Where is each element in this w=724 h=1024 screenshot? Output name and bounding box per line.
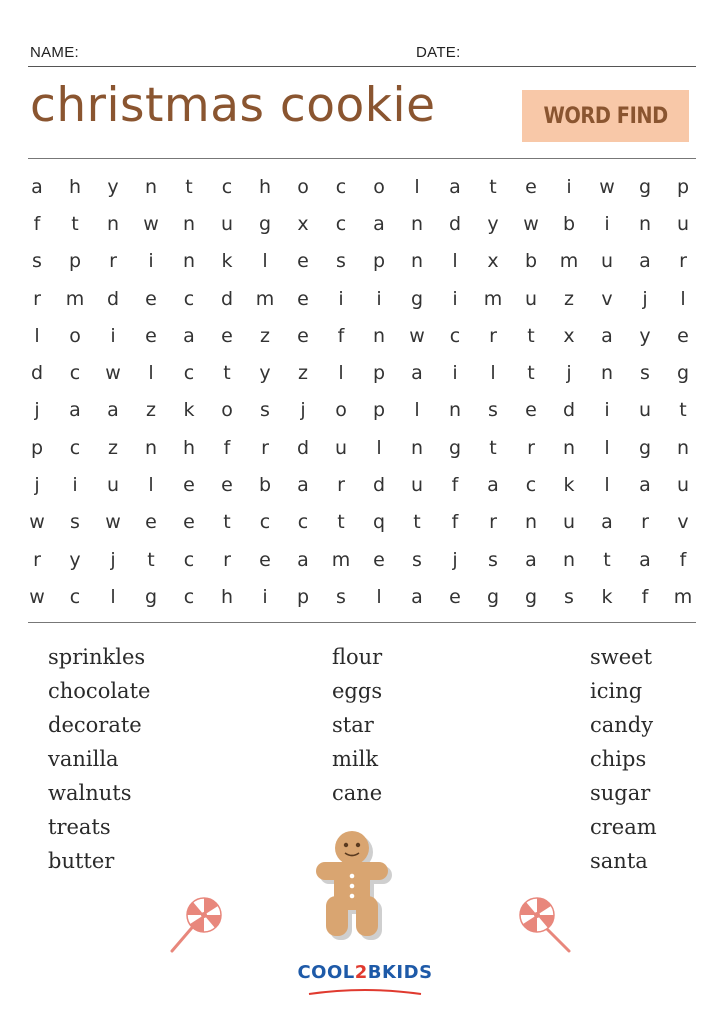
grid-letter: r	[33, 287, 41, 310]
grid-letter: u	[410, 474, 424, 497]
grid-letter: l	[680, 287, 686, 310]
grid-letter: e	[259, 548, 271, 571]
grid-letter: p	[30, 436, 44, 459]
grid-letter: i	[110, 324, 116, 347]
grid-letter: j	[110, 548, 116, 571]
grid-letter: c	[183, 548, 195, 571]
grid-letter: e	[297, 287, 309, 310]
grid-letter: m	[255, 287, 275, 310]
grid-letter: y	[69, 548, 81, 571]
grid-letter: l	[148, 474, 154, 497]
grid-row	[18, 243, 702, 280]
grid-letter: a	[487, 474, 499, 497]
grid-letter: j	[566, 362, 572, 385]
grid-letter: b	[562, 212, 576, 235]
lollipop-icon	[515, 895, 575, 955]
grid-letter: l	[452, 250, 458, 273]
grid-letter: z	[108, 436, 118, 459]
grid-letter: x	[487, 250, 499, 273]
grid-letter: g	[638, 436, 652, 459]
grid-letter: j	[34, 474, 40, 497]
word-list-item: icing	[590, 679, 643, 703]
grid-letter: t	[223, 362, 231, 385]
grid-letter: i	[604, 212, 610, 235]
logo-text-cool: COOL	[297, 962, 355, 983]
grid-letter: u	[106, 474, 120, 497]
grid-letter: a	[449, 175, 461, 198]
word-find-badge	[522, 90, 689, 142]
word-list-item: star	[332, 713, 374, 737]
word-list-item: cream	[590, 815, 657, 839]
grid-letter: a	[297, 474, 309, 497]
grid-letter: t	[489, 175, 497, 198]
grid-letter: a	[639, 548, 651, 571]
grid-letter: n	[410, 436, 424, 459]
word-list-item: milk	[332, 747, 379, 771]
grid-letter: g	[638, 175, 652, 198]
grid-letter: d	[220, 287, 234, 310]
grid-letter: s	[412, 548, 422, 571]
grid-letter: n	[562, 548, 576, 571]
grid-letter: f	[337, 324, 345, 347]
grid-letter: u	[220, 212, 234, 235]
grid-letter: l	[148, 362, 154, 385]
grid-letter: p	[676, 175, 690, 198]
grid-letter: u	[600, 250, 614, 273]
grid-letter: a	[639, 474, 651, 497]
grid-letter: e	[373, 548, 385, 571]
grid-letter: d	[106, 287, 120, 310]
grid-letter: j	[300, 399, 306, 422]
grid-letter: n	[410, 250, 424, 273]
grid-row	[18, 317, 702, 354]
grid-letter: c	[525, 474, 537, 497]
grid-letter: h	[220, 585, 234, 608]
grid-letter: r	[679, 250, 687, 273]
grid-letter: c	[69, 585, 81, 608]
grid-letter: s	[336, 250, 346, 273]
grid-letter: d	[30, 362, 44, 385]
grid-letter: p	[296, 585, 310, 608]
word-list-item: walnuts	[48, 781, 132, 805]
grid-letter: l	[414, 175, 420, 198]
word-list-item: decorate	[48, 713, 142, 737]
grid-letter: a	[297, 548, 309, 571]
grid-letter: r	[527, 436, 535, 459]
grid-letter: d	[562, 399, 576, 422]
grid-letter: a	[411, 585, 423, 608]
grid-letter: c	[69, 436, 81, 459]
grid-letter: i	[262, 585, 268, 608]
grid-letter: g	[676, 362, 690, 385]
grid-letter: f	[641, 585, 649, 608]
grid-letter: j	[642, 287, 648, 310]
grid-top-divider	[28, 158, 696, 159]
grid-letter: l	[338, 362, 344, 385]
grid-letter: o	[69, 324, 81, 347]
grid-letter: v	[601, 287, 613, 310]
grid-letter: j	[452, 548, 458, 571]
grid-letter: g	[258, 212, 272, 235]
grid-row	[18, 578, 702, 615]
grid-letter: i	[604, 399, 610, 422]
grid-letter: l	[414, 399, 420, 422]
grid-letter: c	[221, 175, 233, 198]
word-list-item: flour	[332, 645, 383, 669]
name-label: NAME:	[30, 44, 80, 61]
grid-letter: a	[601, 511, 613, 534]
grid-letter: o	[221, 399, 233, 422]
grid-letter: i	[338, 287, 344, 310]
name-date-row	[28, 40, 696, 67]
word-list-column-3	[590, 640, 657, 878]
grid-letter: a	[69, 399, 81, 422]
logo-text-bkids: BKIDS	[367, 962, 433, 983]
grid-letter: h	[68, 175, 82, 198]
grid-letter: r	[337, 474, 345, 497]
grid-letter: w	[105, 362, 121, 385]
grid-letter: s	[640, 362, 650, 385]
grid-letter: w	[105, 511, 121, 534]
grid-row	[18, 205, 702, 242]
grid-letter: n	[410, 212, 424, 235]
grid-letter: w	[143, 212, 159, 235]
grid-letter: i	[566, 175, 572, 198]
grid-letter: o	[335, 399, 347, 422]
word-list-item: chips	[590, 747, 647, 771]
grid-letter: l	[110, 585, 116, 608]
grid-letter: s	[336, 585, 346, 608]
grid-letter: a	[601, 324, 613, 347]
grid-letter: j	[34, 399, 40, 422]
grid-letter: d	[372, 474, 386, 497]
grid-letter: u	[638, 399, 652, 422]
grid-letter: c	[335, 212, 347, 235]
grid-row	[18, 504, 702, 541]
grid-letter: v	[677, 511, 689, 534]
grid-letter: c	[183, 287, 195, 310]
grid-letter: l	[376, 585, 382, 608]
grid-letter: f	[223, 436, 231, 459]
grid-row	[18, 168, 702, 205]
word-list-item: cane	[332, 781, 383, 805]
grid-letter: g	[448, 436, 462, 459]
grid-letter: m	[65, 287, 85, 310]
grid-letter: s	[488, 548, 498, 571]
grid-letter: p	[68, 250, 82, 273]
grid-letter: i	[376, 287, 382, 310]
grid-letter: d	[448, 212, 462, 235]
grid-letter: t	[603, 548, 611, 571]
grid-letter: l	[604, 474, 610, 497]
word-list-item: vanilla	[48, 747, 119, 771]
grid-letter: k	[221, 250, 233, 273]
cool2bkids-logo	[290, 962, 440, 1002]
grid-letter: w	[409, 324, 425, 347]
grid-letter: n	[600, 362, 614, 385]
grid-letter: z	[146, 399, 156, 422]
date-label: DATE:	[416, 44, 461, 61]
grid-letter: n	[182, 212, 196, 235]
grid-row	[18, 354, 702, 391]
grid-letter: z	[260, 324, 270, 347]
grid-letter: s	[488, 399, 498, 422]
grid-letter: c	[335, 175, 347, 198]
grid-letter: c	[69, 362, 81, 385]
word-list-item: sprinkles	[48, 645, 146, 669]
word-list-column-1	[48, 640, 150, 878]
logo-text-two: 2	[354, 962, 368, 983]
grid-letter: t	[679, 399, 687, 422]
grid-letter: n	[372, 324, 386, 347]
grid-letter: i	[452, 362, 458, 385]
grid-letter: u	[676, 212, 690, 235]
grid-letter: s	[32, 250, 42, 273]
grid-letter: n	[448, 399, 462, 422]
grid-letter: a	[373, 212, 385, 235]
grid-letter: m	[673, 585, 693, 608]
grid-letter: m	[331, 548, 351, 571]
grid-letter: g	[524, 585, 538, 608]
grid-letter: n	[638, 212, 652, 235]
grid-letter: t	[147, 548, 155, 571]
grid-letter: n	[106, 212, 120, 235]
grid-row	[18, 541, 702, 578]
grid-letter: z	[298, 362, 308, 385]
grid-letter: g	[486, 585, 500, 608]
grid-letter: e	[297, 324, 309, 347]
grid-letter: b	[524, 250, 538, 273]
grid-letter: i	[452, 287, 458, 310]
grid-letter: p	[372, 399, 386, 422]
grid-letter: t	[337, 511, 345, 534]
grid-letter: c	[183, 362, 195, 385]
grid-row	[18, 429, 702, 466]
grid-letter: l	[376, 436, 382, 459]
grid-letter: l	[490, 362, 496, 385]
word-list-item: treats	[48, 815, 111, 839]
grid-letter: u	[562, 511, 576, 534]
grid-letter: y	[259, 362, 271, 385]
grid-letter: i	[72, 474, 78, 497]
grid-letter: k	[563, 474, 575, 497]
grid-letter: s	[260, 399, 270, 422]
grid-letter: e	[183, 474, 195, 497]
lollipop-icon	[168, 895, 228, 955]
grid-letter: o	[297, 175, 309, 198]
grid-letter: r	[33, 548, 41, 571]
grid-letter: p	[372, 250, 386, 273]
grid-letter: r	[109, 250, 117, 273]
grid-letter: t	[489, 436, 497, 459]
grid-letter: t	[223, 511, 231, 534]
grid-row	[18, 466, 702, 503]
grid-letter: n	[676, 436, 690, 459]
grid-letter: p	[372, 362, 386, 385]
grid-bottom-divider	[28, 622, 696, 623]
grid-letter: e	[145, 287, 157, 310]
grid-letter: n	[144, 175, 158, 198]
grid-letter: k	[183, 399, 195, 422]
grid-letter: e	[145, 324, 157, 347]
grid-letter: t	[413, 511, 421, 534]
grid-letter: t	[71, 212, 79, 235]
grid-letter: r	[641, 511, 649, 534]
grid-letter: g	[410, 287, 424, 310]
grid-letter: e	[525, 399, 537, 422]
grid-letter: w	[523, 212, 539, 235]
grid-letter: c	[259, 511, 271, 534]
word-list-item: santa	[590, 849, 648, 873]
grid-letter: t	[527, 324, 535, 347]
grid-letter: e	[221, 324, 233, 347]
grid-letter: a	[411, 362, 423, 385]
grid-letter: a	[183, 324, 195, 347]
grid-letter: s	[564, 585, 574, 608]
grid-letter: f	[679, 548, 687, 571]
grid-letter: k	[601, 585, 613, 608]
grid-letter: w	[599, 175, 615, 198]
grid-letter: e	[183, 511, 195, 534]
page-title: christmas cookie	[30, 78, 436, 133]
grid-letter: e	[525, 175, 537, 198]
word-list-item: butter	[48, 849, 115, 873]
grid-letter: h	[258, 175, 272, 198]
grid-letter: s	[70, 511, 80, 534]
grid-letter: w	[29, 511, 45, 534]
grid-letter: r	[489, 324, 497, 347]
grid-letter: l	[262, 250, 268, 273]
grid-letter: y	[639, 324, 651, 347]
word-list-item: sugar	[590, 781, 651, 805]
grid-letter: x	[297, 212, 309, 235]
word-list-item: candy	[590, 713, 654, 737]
grid-letter: r	[223, 548, 231, 571]
grid-row	[18, 280, 702, 317]
grid-letter: m	[559, 250, 579, 273]
grid-letter: a	[31, 175, 43, 198]
grid-letter: a	[525, 548, 537, 571]
grid-letter: f	[451, 474, 459, 497]
grid-letter: h	[182, 436, 196, 459]
grid-letter: n	[182, 250, 196, 273]
grid-letter: z	[564, 287, 574, 310]
grid-letter: r	[489, 511, 497, 534]
grid-letter: l	[604, 436, 610, 459]
grid-letter: q	[372, 511, 386, 534]
grid-letter: m	[483, 287, 503, 310]
grid-letter: n	[562, 436, 576, 459]
grid-letter: e	[145, 511, 157, 534]
grid-letter: x	[563, 324, 575, 347]
grid-row	[18, 392, 702, 429]
grid-letter: f	[33, 212, 41, 235]
logo-swoosh-icon	[305, 988, 425, 998]
word-list-item: sweet	[590, 645, 653, 669]
grid-letter: i	[148, 250, 154, 273]
grid-letter: b	[258, 474, 272, 497]
grid-letter: e	[297, 250, 309, 273]
grid-letter: u	[524, 287, 538, 310]
grid-letter: l	[34, 324, 40, 347]
grid-letter: c	[297, 511, 309, 534]
grid-letter: a	[107, 399, 119, 422]
grid-letter: a	[639, 250, 651, 273]
grid-letter: u	[334, 436, 348, 459]
grid-letter: f	[451, 511, 459, 534]
grid-letter: t	[185, 175, 193, 198]
gingerbread-man-icon	[312, 826, 396, 946]
word-find-badge-label: WORD FIND	[543, 103, 668, 129]
word-list-item: chocolate	[48, 679, 151, 703]
grid-letter: g	[144, 585, 158, 608]
grid-letter: e	[677, 324, 689, 347]
grid-letter: t	[527, 362, 535, 385]
grid-letter: c	[449, 324, 461, 347]
grid-letter: r	[261, 436, 269, 459]
word-list-item: eggs	[332, 679, 383, 703]
letter-grid	[18, 168, 702, 616]
grid-letter: c	[183, 585, 195, 608]
grid-letter: n	[524, 511, 538, 534]
grid-letter: n	[144, 436, 158, 459]
grid-letter: y	[107, 175, 119, 198]
grid-letter: w	[29, 585, 45, 608]
grid-letter: y	[487, 212, 499, 235]
grid-letter: e	[221, 474, 233, 497]
grid-letter: u	[676, 474, 690, 497]
grid-letter: d	[296, 436, 310, 459]
grid-letter: e	[449, 585, 461, 608]
grid-letter: o	[373, 175, 385, 198]
word-list-column-2	[332, 640, 382, 810]
